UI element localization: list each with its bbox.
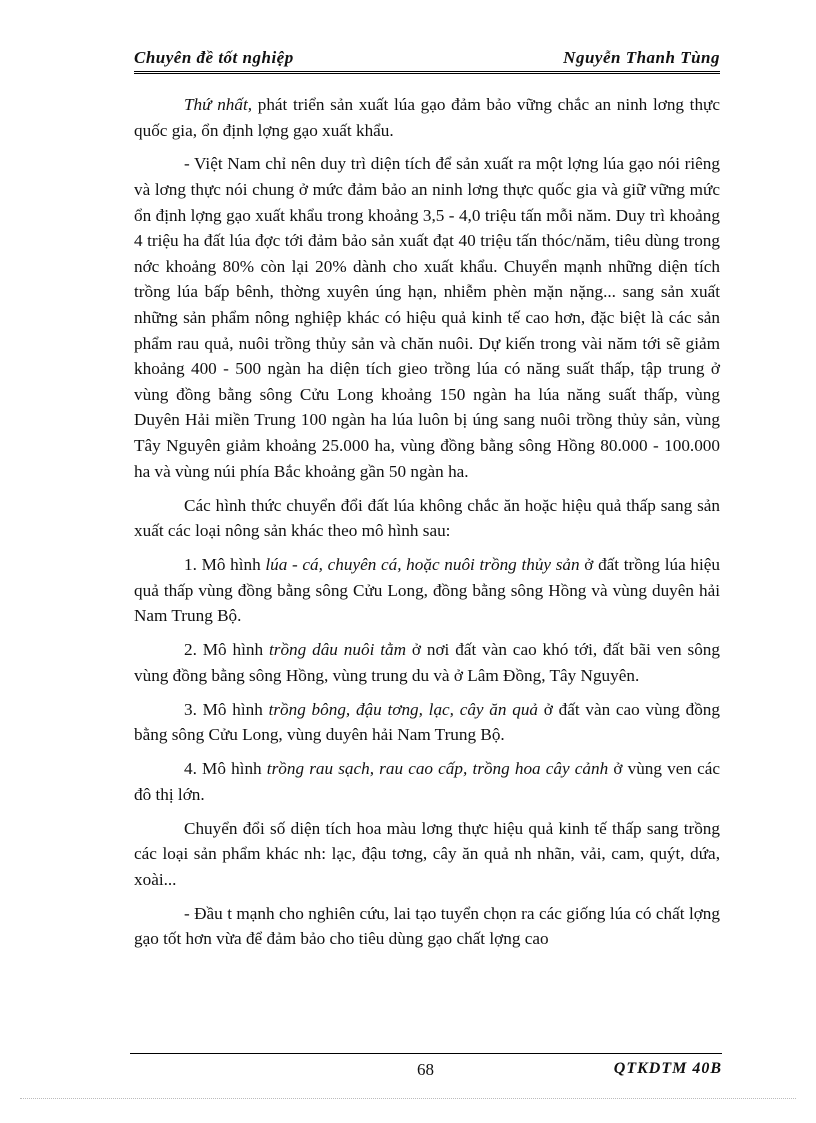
list-item-2 bbox=[134, 637, 720, 688]
paragraph-8-text: Chuyển đổi số diện tích hoa màu lơng thực hiệu quả kinh tế thấp sang trồng các loại sản phẩm khác nh: lạc, đậu tơng, cây ăn quả nh nhãn, vải, cam, quýt, dứa, xoài... bbox=[134, 818, 720, 889]
list-item-1-model: lúa - cá, chuyên cá, hoặc nuôi trồng thủy sản bbox=[265, 554, 580, 574]
header-author-name: Nguyễn Thanh Tùng bbox=[563, 48, 720, 67]
list-item-4-prefix: 4. Mô hình bbox=[184, 759, 267, 779]
list-item-4 bbox=[134, 756, 720, 807]
body-text bbox=[134, 92, 720, 960]
list-item-3-text: ở đất vàn cao vùng đồng bằng sông Cửu Long, vùng duyên hải Nam Trung Bộ. bbox=[134, 699, 720, 745]
list-item-2-prefix: 2. Mô hình bbox=[184, 640, 269, 660]
paragraph-3-text: Các hình thức chuyển đổi đất lúa không chắc ăn hoặc hiệu quả thấp sang sản xuất các loại nông sản khác theo mô hình sau: bbox=[134, 495, 720, 541]
page-number: 68 bbox=[417, 1060, 434, 1079]
list-item-2-text: ở nơi đất vàn cao khó tới, đất bãi ven sông vùng đồng bằng sông Hồng, vùng trung du và ở Lâm Đồng, Tây Nguyên. bbox=[134, 640, 720, 685]
list-item-3-prefix: 3. Mô hình bbox=[184, 699, 269, 719]
paragraph-1 bbox=[134, 92, 720, 143]
page-header bbox=[134, 48, 720, 70]
list-item-3 bbox=[134, 697, 720, 748]
paragraph-9-text: - Đầu t mạnh cho nghiên cứu, lai tạo tuyển chọn ra các giống lúa có chất lợng gạo tốt hơn vừa để đảm bảo cho tiêu dùng gạo chất lợng cao bbox=[134, 903, 720, 949]
page-boundary bbox=[20, 1098, 796, 1099]
list-item-3-model: trồng bông, đậu tơng, lạc, cây ăn quả bbox=[268, 699, 539, 719]
paragraph-2 bbox=[134, 151, 720, 484]
footer-class-code: QTKDTM 40B bbox=[613, 1060, 722, 1077]
paragraph-2-text: - Việt Nam chỉ nên duy trì diện tích để sản xuất ra một lợng lúa gạo nói riêng và lơng thực nói chung ở mức đảm bảo an ninh lơng thực quốc gia và giữ vững mức ổn định lợng gạo xuất khẩu trong khoảng 3,5 - 4,0 triệu tấn mỗi năm. Duy trì khoảng 4 triệu ha đất lúa đợc tới đảm bảo sản xuất đạt 40 triệu tấn thóc/năm, tiêu dùng trong nớc khoảng 80% còn lại 20% dành cho xuất khẩu. Chuyển mạnh những diện tích trồng lúa bấp bênh, thờng xuyên úng hạn, nhiễm phèn mặn nặng... sang sản xuất những sản phẩm nông nghiệp khác có hiệu quả kinh tế cao hơn, đặc biệt là các sản phẩm rau quả, nuôi trồng thủy sản và chăn nuôi. Dự kiến trong vài năm tới sẽ giảm khoảng 400 - 500 ngàn ha diện tích gieo trồng lúa có năng suất thấp, tập trung ở vùng đồng bằng sông Cửu Long khoảng 150 ngàn ha lúa năng suất thấp, vùng Duyên Hải miền Trung 100 ngàn ha lúa luôn bị úng sang nuôi trồng thủy sản, vùng Tây Nguyên giảm khoảng 25.000 ha, vùng đồng bằng sông Hồng 80.000 - 100.000 ha và vùng núi phía Bắc khoảng gần 50 ngàn ha. bbox=[134, 154, 720, 481]
list-item-1-prefix: 1. Mô hình bbox=[184, 554, 266, 574]
paragraph-3 bbox=[134, 493, 720, 544]
footer-rule bbox=[130, 1053, 722, 1054]
list-item-4-model: trồng rau sạch, rau cao cấp, trồng hoa cây cảnh bbox=[266, 759, 609, 779]
header-rule bbox=[134, 71, 720, 74]
paragraph-9 bbox=[134, 901, 720, 952]
list-item-1-text: ở đất trồng lúa hiệu quả thấp vùng đồng bằng sông Cửu Long, đồng bằng sông Hồng và vùng duyên hải Nam Trung Bộ. bbox=[134, 554, 720, 626]
list-item-1 bbox=[134, 552, 720, 629]
list-item-2-model: trồng dâu nuôi tằm bbox=[268, 640, 407, 660]
header-document-title: Chuyên đề tốt nghiệp bbox=[134, 48, 294, 67]
paragraph-1-text: phát triển sản xuất lúa gạo đảm bảo vững chắc an ninh lơng thực quốc gia, ổn định lợng gạo xuất khẩu. bbox=[134, 95, 720, 140]
paragraph-8 bbox=[134, 816, 720, 893]
list-item-4-text: ở vùng ven các đô thị lớn. bbox=[134, 759, 720, 804]
page-footer bbox=[130, 1060, 722, 1082]
paragraph-1-italic: Thứ nhất, bbox=[184, 95, 253, 114]
